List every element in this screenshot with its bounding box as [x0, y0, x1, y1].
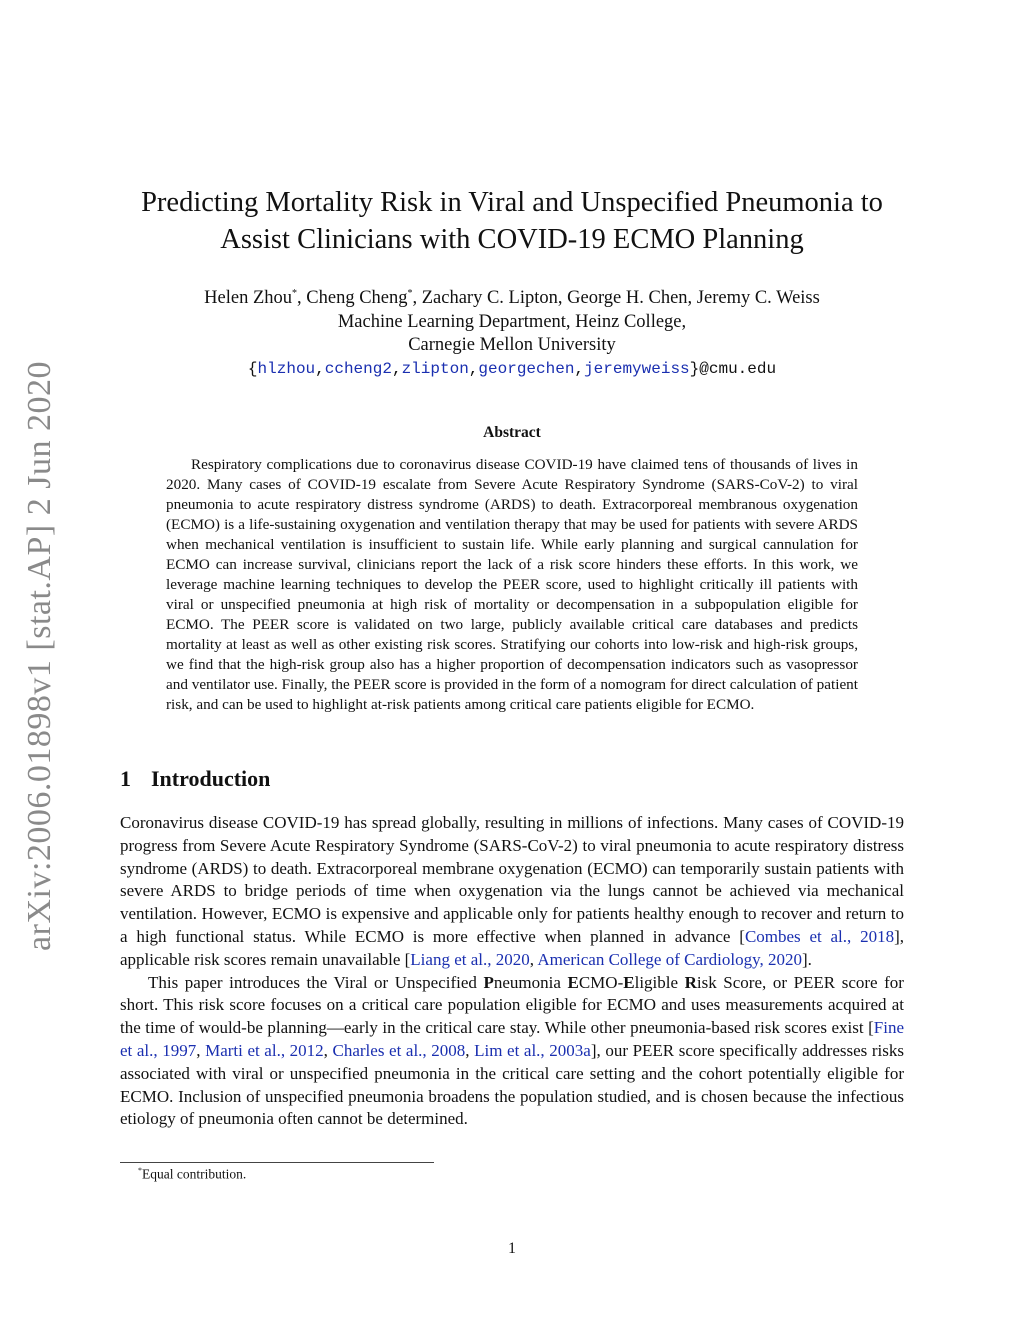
- email-link[interactable]: ccheng2: [324, 359, 392, 378]
- email-link[interactable]: georgechen: [478, 359, 575, 378]
- paragraph-text: ,: [323, 1040, 333, 1060]
- paragraph-text: ,: [196, 1040, 206, 1060]
- citation-link[interactable]: Fine et al., 1997: [120, 1018, 904, 1060]
- acronym-letter: R: [684, 972, 697, 992]
- section-number: 1: [120, 766, 131, 791]
- paragraph-text: ,: [529, 949, 538, 969]
- email-separator: ,: [391, 359, 402, 378]
- paragraph-text: ].: [802, 949, 812, 969]
- author-name: , Cheng Cheng: [297, 288, 408, 309]
- page-number: 1: [508, 1240, 516, 1257]
- introduction-paragraph-2: [120, 972, 904, 1132]
- acronym-letter: E: [567, 972, 579, 992]
- footnote-divider: [120, 1162, 434, 1163]
- footnote-mark: *: [138, 1166, 142, 1175]
- equal-contribution-mark: *: [292, 288, 298, 299]
- abstract-body: Respiratory complications due to coronavirus disease COVID-19 have claimed tens of thousands of lives in 2020. Many cases of COVID-19 escalate from Severe Acute Respiratory Syndrome (SARS-CoV-2) to viral pneumonia to acute respiratory distress syndrome (ARDS) to death. Extracorporeal membranous oxygenation (ECMO) is a life-sustaining oxygenation and ventilation therapy that may be used for patients with severe ARDS when mechanical ventilation is insufficient to sustain life. While early planning and surgical cannulation for ECMO can increase survival, clinicians report the lack of a risk score hinders these efforts. In this work, we leverage machine learning techniques to develop the PEER score, used to highlight critically ill patients with viral or unspecified pneumonia at high risk of mortality or decompensation in a subpopulation eligible for ECMO. The PEER score is validated on two large, publicly available critical care databases and predicts mortality at least as well as other existing risk scores. Stratifying our cohorts into low-risk and high-risk groups, we find that the high-risk group also has a higher proportion of decompensation indicators such as vasopressor and ventilator use. Finally, the PEER score is provided in the form of a nomogram for direct calculation of patient risk, and can be used to highlight at-risk patients among critical care patients eligible for ECMO.: [166, 456, 858, 713]
- abstract-heading: Abstract: [483, 424, 541, 441]
- equal-contribution-mark: *: [407, 288, 413, 299]
- title-line-1: Predicting Mortality Risk in Viral and Unspecified Pneumonia to: [141, 187, 883, 218]
- acronym-letter: E: [623, 972, 635, 992]
- acronym-letter: P: [483, 972, 494, 992]
- arxiv-identifier-stamp: arXiv:2006.01898v1 [stat.AP] 2 Jun 2020: [21, 361, 58, 951]
- author-department: Machine Learning Department, Heinz College,: [337, 311, 687, 332]
- email-link[interactable]: jeremyweiss: [584, 359, 690, 378]
- section-heading-introduction: [120, 766, 270, 792]
- paragraph-text: This paper introduces the Viral or Unspecified: [148, 972, 484, 992]
- author-university: Carnegie Mellon University: [408, 335, 616, 356]
- citation-link[interactable]: Combes et al., 2018: [744, 926, 895, 946]
- paragraph-text: ], applicable risk scores remain unavailable [: [120, 926, 904, 969]
- paragraph-text: CMO-: [578, 972, 624, 992]
- author-names-rest: , Zachary C. Lipton, George H. Chen, Jeremy C. Weiss: [412, 288, 820, 309]
- paragraph-text: ligible: [634, 972, 685, 992]
- citation-link[interactable]: Marti et al., 2012: [205, 1040, 324, 1060]
- citation-link[interactable]: American College of Cardiology, 2020: [537, 949, 803, 969]
- author-block: [100, 282, 924, 381]
- introduction-body: [120, 812, 904, 1131]
- footnote: [138, 1166, 246, 1183]
- email-brace-open: {: [247, 359, 258, 378]
- author-name: Helen Zhou: [204, 288, 293, 309]
- introduction-paragraph-1: [120, 812, 904, 972]
- email-link[interactable]: hlzhou: [257, 359, 316, 378]
- author-emails: [100, 358, 924, 382]
- section-title: Introduction: [151, 766, 271, 791]
- paragraph-text: isk Score, or PEER score for short. This risk score focuses on a critical care population eligible for ECMO and uses measurements acquired at the time of would-be planning—early in the critical care stay. While other pneumonia-based risk scores exist [: [120, 972, 904, 1038]
- email-domain: }@cmu.edu: [689, 359, 777, 378]
- paragraph-text: Coronavirus disease COVID-19 has spread globally, resulting in millions of infections. Many cases of COVID-19 progress from Severe Acute Respiratory Syndrome (SARS-CoV-2) to viral pneumonia to acute respiratory distress syndrome (ARDS) to death. Extracorporeal membrane oxygenation (ECMO) can temporarily sustain patients with severe ARDS to bridge periods of time when oxygenation via the lungs cannot be achieved via mechanical ventilation. However, ECMO is expensive and applicable only for patients healthy enough to recover and return to a high functional status. While ECMO is more effective when planned in advance [: [120, 813, 904, 946]
- email-separator: ,: [468, 359, 479, 378]
- citation-link[interactable]: Liang et al., 2020: [410, 949, 530, 969]
- author-names: [100, 282, 924, 311]
- paper-title: [100, 184, 924, 258]
- paragraph-text: ], our PEER score specifically addresses risks associated with viral or unspecified pneumonia in the critical care setting and the cohort potentially eligible for ECMO. Inclusion of unspecified pneumonia broadens the population studied, and is chosen because the infectious etiology of pneumonia often cannot be determined.: [120, 1040, 904, 1129]
- email-separator: ,: [315, 359, 325, 378]
- paragraph-text: ,: [465, 1040, 475, 1060]
- footnote-text: Equal contribution.: [142, 1166, 247, 1182]
- email-link[interactable]: zlipton: [401, 359, 469, 378]
- paragraph-text: neumonia: [493, 972, 568, 992]
- email-separator: ,: [574, 359, 585, 378]
- citation-link[interactable]: Lim et al., 2003a: [474, 1040, 591, 1060]
- title-line-2: Assist Clinicians with COVID-19 ECMO Planning: [220, 224, 804, 255]
- citation-link[interactable]: Charles et al., 2008: [332, 1040, 466, 1060]
